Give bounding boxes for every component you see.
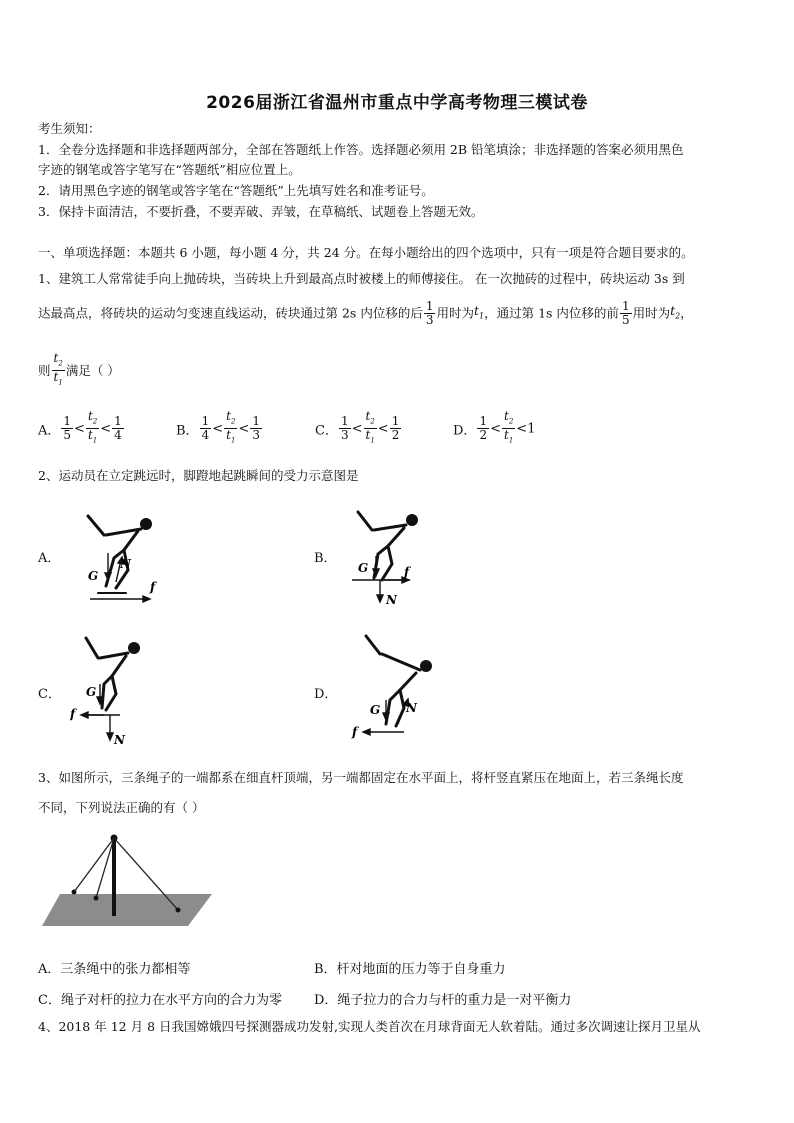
q1-option-c[interactable]: C． $\frac{1}{3}$ < $\frac{t_2}{t_1}$ < $\frac{1}{2}$ [315, 409, 400, 445]
q2-option-c-label[interactable]: C． [38, 687, 61, 702]
ground-plane [42, 894, 212, 926]
q1-option-d[interactable]: D． $\frac{1}{2}$ < $\frac{t_2}{t_1}$ <1 [453, 409, 536, 445]
q3-option-d[interactable]: D．绳子拉力的合力与杆的重力是一对平衡力 [314, 993, 572, 1008]
fraction-one-third: $\frac{1}{3}$ [425, 299, 434, 327]
t1-symbol: $t_1$ [473, 302, 485, 321]
label-f: f [352, 725, 358, 739]
q1-line-2: 达最高点，将砖块的运动匀变速直线运动，砖块通过第 2s 内位移的后 $\frac{1}{3}$ 用时为$t_1$，通过第 1s 内位移的前 $\frac{1}{5}$ 用时为$t_2$， [38, 299, 693, 327]
label-G: G [88, 569, 99, 583]
q4-line-1: 4、2018 年 12 月 8 日我国嫦娥四号探测器成功发射,实现人类首次在月球背面无人软着陆。通过多次调速让探月卫星从 [38, 1019, 701, 1034]
label-N: N [406, 701, 417, 715]
jumper-head-icon [128, 642, 140, 654]
q2-figure-a[interactable] [76, 498, 166, 608]
q2-question: 2、运动员在立定跳远时，脚蹬地起跳瞬间的受力示意图是 [38, 468, 359, 483]
q3-figure-pole-ropes [38, 832, 214, 932]
notice-heading: 考生须知： [38, 121, 101, 136]
label-G: G [370, 703, 381, 717]
t2-symbol: $t_2$ [670, 302, 681, 321]
notice-item-1-line-2: 字迹的钢笔或答字笔写在“答题纸”相应位置上。 [38, 162, 301, 177]
q2-figure-c[interactable] [70, 628, 160, 748]
q2-option-b-label[interactable]: B． [314, 551, 337, 566]
label-N: N [120, 557, 131, 571]
q3-line-2: 不同，下列说法正确的有（ ） [38, 800, 205, 815]
rope-1 [74, 838, 114, 892]
section-heading: 一、单项选择题：本题共 6 小题，每小题 4 分，共 24 分。在每小题给出的四个选项中，只有一项是符合题目要求的。 [38, 245, 694, 260]
jumper-head-icon [420, 660, 432, 672]
q1-option-a[interactable]: A． $\frac{1}{5}$ < $\frac{t_2}{t_1}$ < $\frac{1}{4}$ [38, 409, 122, 445]
label-G: G [358, 561, 369, 575]
q1-line-1: 1、建筑工人常常徒手向上抛砖块，当砖块上升到最高点时被楼上的师傅接住。 在一次抛砖的过程中，砖块运动 3s 到 [38, 271, 685, 286]
ratio-t2-t1: $\frac{t_2}{t_1}$ [53, 351, 63, 387]
q2-option-d-label[interactable]: D． [314, 687, 338, 702]
notice-item-3: 3．保持卡面清洁，不要折叠，不要弄破、弄皱，在草稿纸、试题卷上答题无效。 [38, 204, 484, 219]
q2-figure-d[interactable] [346, 628, 446, 748]
notice-item-2: 2．请用黑色字迹的钢笔或答字笔在“答题纸”上先填写姓名和准考证号。 [38, 183, 434, 198]
rope-2 [96, 838, 114, 898]
q1-line-3: 则 $\frac{t_2}{t_1}$ 满足（ ） [38, 352, 120, 390]
q3-option-c[interactable]: C．绳子对杆的拉力在水平方向的合力为零 [38, 993, 282, 1008]
label-f: f [404, 565, 410, 579]
q3-line-1: 3、如图所示，三条绳子的一端都系在细直杆顶端，另一端都固定在水平面上，将杆竖直紧压在地面上，若三条绳长度 [38, 770, 684, 785]
q2-figure-b[interactable] [346, 498, 436, 608]
label-G: G [86, 685, 97, 699]
q3-option-b[interactable]: B．杆对地面的压力等于自身重力 [314, 962, 506, 977]
q2-option-a-label[interactable]: A． [38, 551, 61, 566]
page-title: 2026届浙江省温州市重点中学高考物理三模试卷 [206, 93, 588, 113]
label-N: N [386, 593, 397, 607]
fraction-one-fifth: $\frac{1}{5}$ [621, 299, 630, 327]
jumper-head-icon [406, 514, 418, 526]
notice-item-1-line-1: 1．全卷分选择题和非选择题两部分，全部在答题纸上作答。选择题必须用 2B 铅笔填涂；非选择题的答案必须用黑色 [38, 142, 684, 157]
q3-option-a[interactable]: A．三条绳中的张力都相等 [38, 962, 191, 977]
q1-option-b[interactable]: B． $\frac{1}{4}$ < $\frac{t_2}{t_1}$ < $\frac{1}{3}$ [176, 409, 260, 445]
label-f: f [150, 580, 156, 594]
label-f: f [70, 707, 76, 721]
label-N: N [114, 733, 125, 747]
q1-line-2-a: 达最高点，将砖块的运动匀变速直线运动，砖块通过第 2s 内位移的后 [38, 305, 423, 321]
